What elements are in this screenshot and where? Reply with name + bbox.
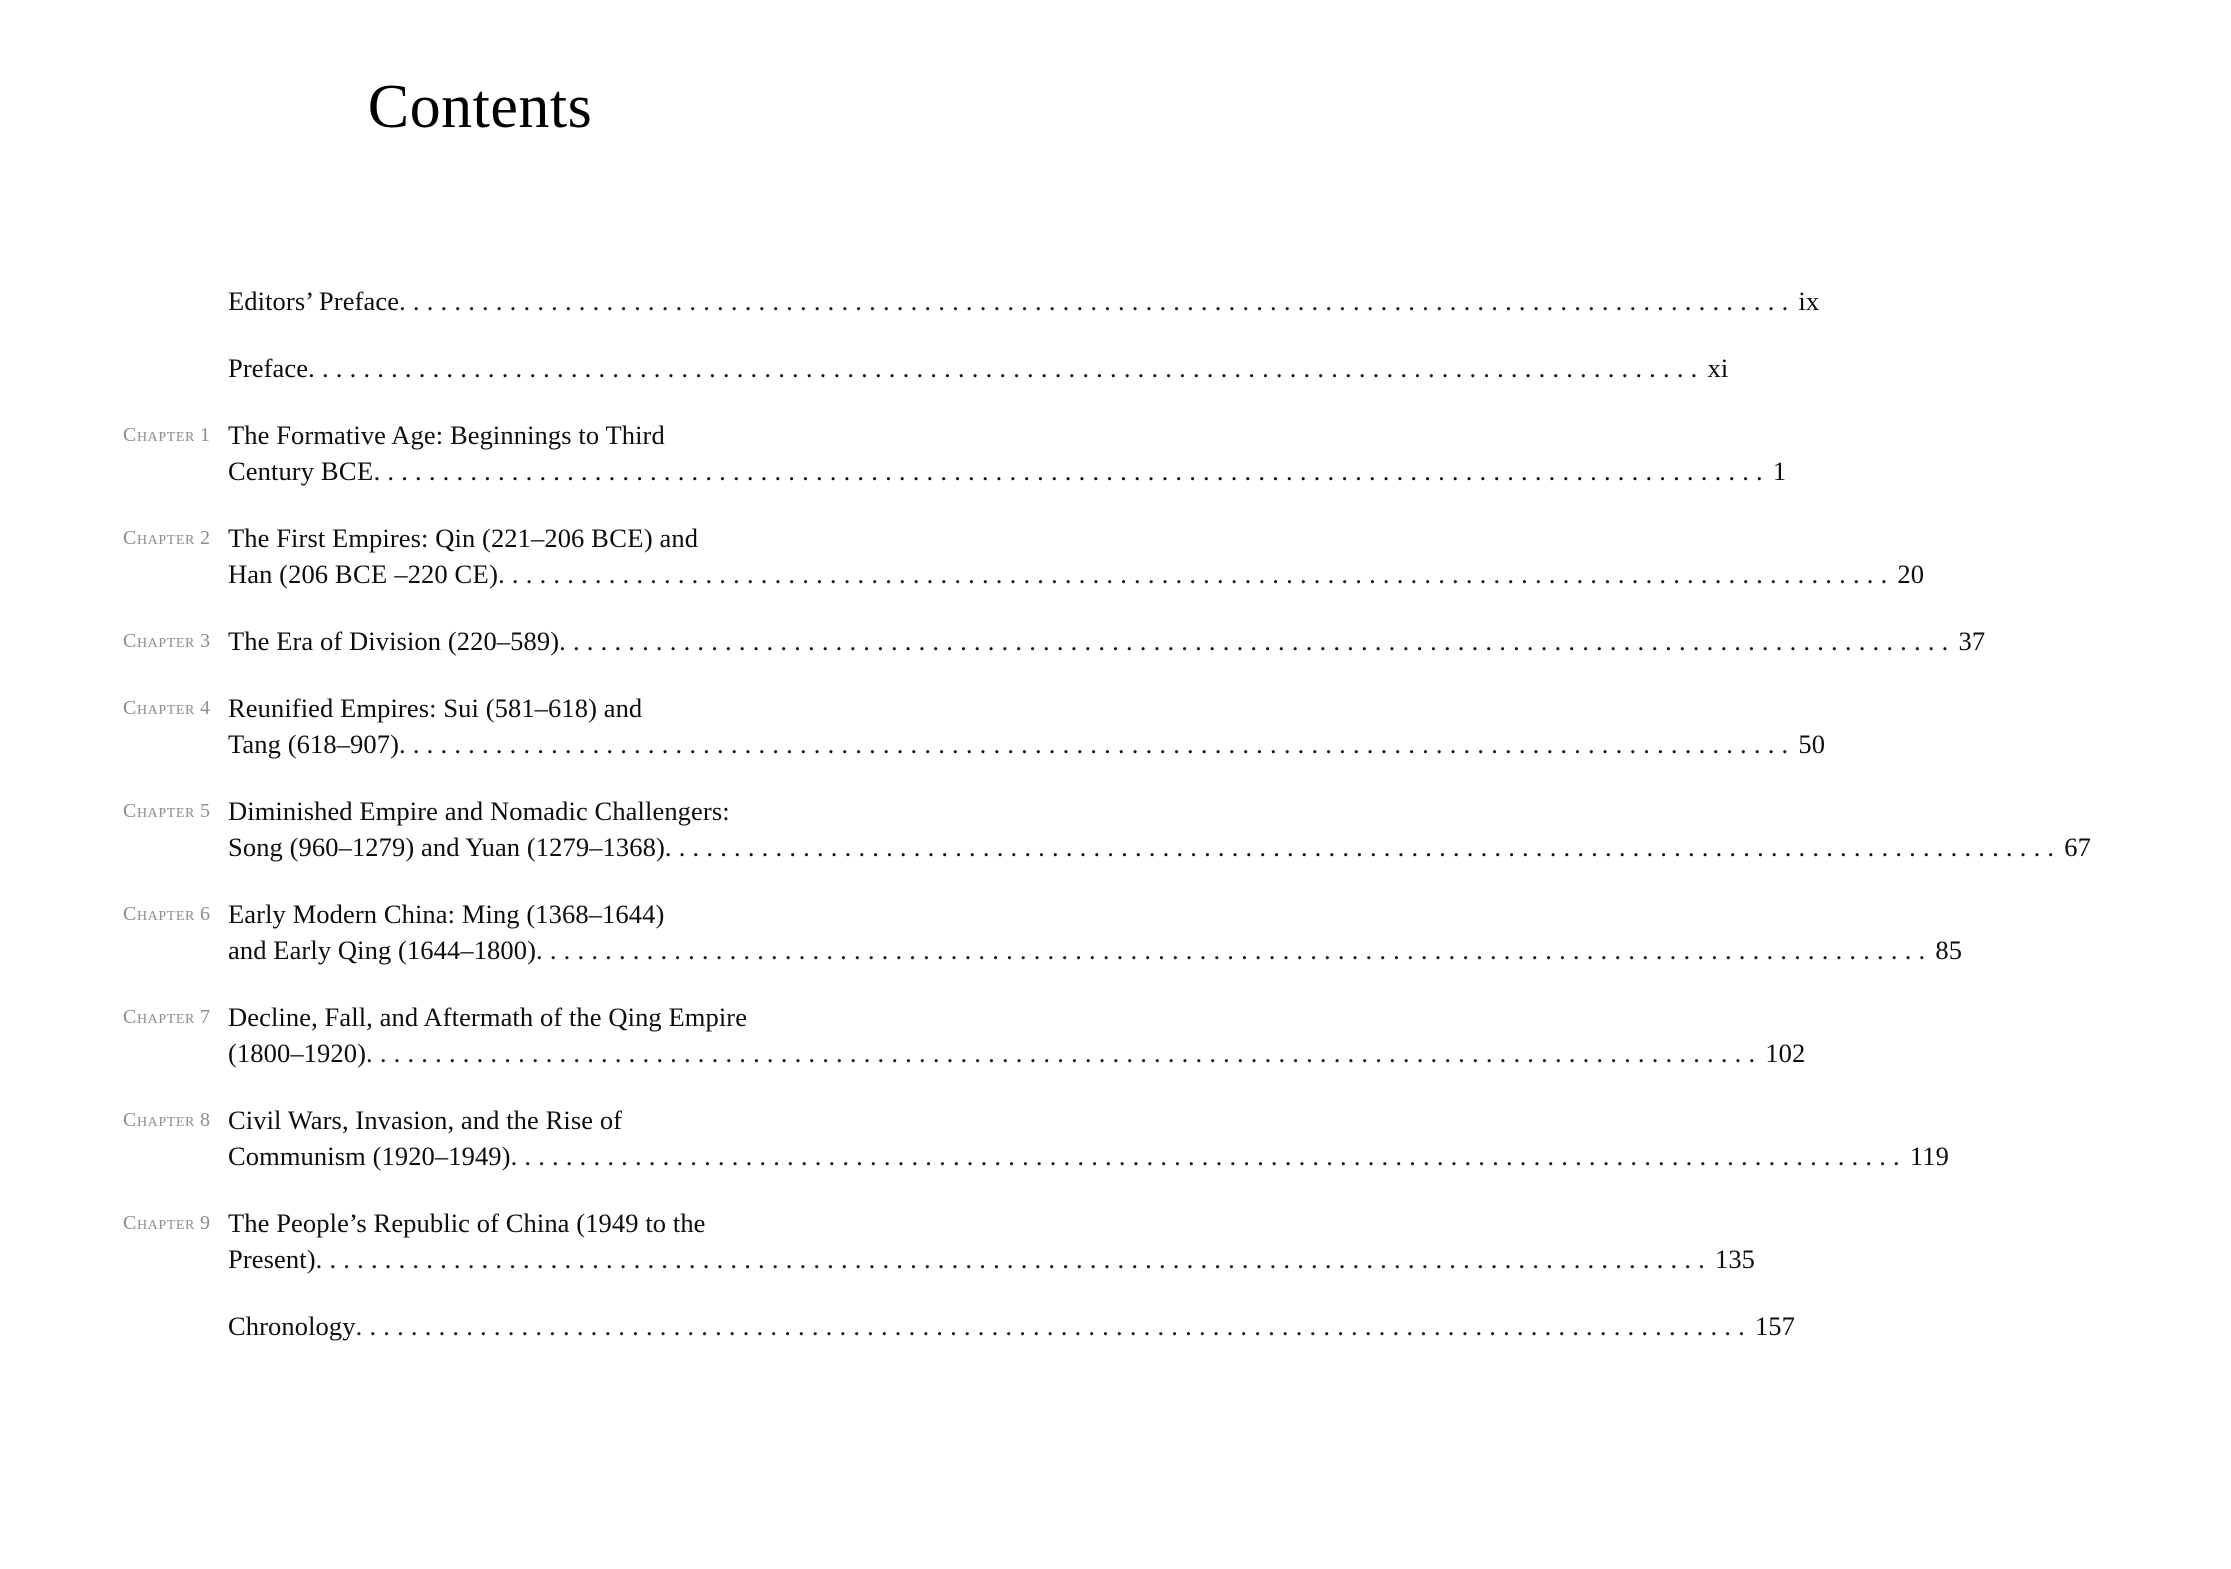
entry-body: [210, 999, 1945, 1071]
chapter-label-word: Chapter: [123, 903, 195, 925]
dot-leader: [665, 829, 2061, 865]
chapter-label: [0, 690, 210, 726]
chapter-number: 3: [200, 630, 210, 652]
chapter-number: 4: [200, 697, 210, 719]
entry-title-line-2: (1800–1920): [228, 1038, 366, 1068]
entry-title-line-1: Civil Wars, Invasion, and the Rise of: [228, 1105, 623, 1135]
toc-entry-chapter-8[interactable]: [0, 1102, 1949, 1174]
entry-text: [228, 417, 1786, 489]
entry-text: [228, 690, 1825, 762]
entry-title-text: The Era of Division (220–589): [228, 626, 560, 656]
chapter-number: 5: [200, 800, 210, 822]
entry-leader-line: [228, 1035, 1805, 1071]
entry-title-line-1: Reunified Empires: Sui (581–618) and: [228, 693, 643, 723]
dot-leader: [399, 726, 1795, 762]
entry-body: [210, 1205, 1895, 1277]
chapter-label-word: Chapter: [123, 527, 195, 549]
entry-text: [228, 1102, 1949, 1174]
toc-entry-chapter-2[interactable]: [0, 520, 1925, 592]
page-number: ix: [1798, 286, 1820, 316]
entry-body: [210, 1308, 1935, 1344]
entry-title-text: Century: [228, 456, 321, 486]
chapter-number: 6: [200, 903, 210, 925]
entry-title-text: Preface: [228, 353, 309, 383]
entry-title-line-2: and Early Qing (1644–1800): [228, 935, 537, 965]
chapter-label: [0, 999, 210, 1035]
chapter-label-word: Chapter: [123, 1109, 195, 1131]
dot-leader: [536, 932, 1932, 968]
entry-title-text: Editors’ Preface: [228, 286, 400, 316]
entry-title-line-1: [228, 520, 1924, 556]
entry-title-text: Chronology: [228, 1311, 356, 1341]
toc-entry-chapter-6[interactable]: [0, 896, 1963, 968]
entry-leader-line: [228, 556, 1924, 592]
page-number: 157: [1754, 1311, 1796, 1341]
entry-title-line-2: [228, 453, 374, 489]
chapter-label-word: Chapter: [123, 1212, 195, 1234]
entry-title-text: Han (206: [228, 559, 335, 589]
entry-text: [228, 1308, 1795, 1344]
entry-text: [228, 999, 1805, 1071]
entry-title-line-2: Song (960–1279) and Yuan (1279–1368): [228, 832, 665, 862]
chapter-label-word: Chapter: [123, 630, 195, 652]
entry-body: [210, 417, 1926, 489]
chapter-label-word: Chapter: [123, 424, 195, 446]
era-abbreviation: BCE: [591, 523, 644, 553]
page-number: 135: [1714, 1244, 1756, 1274]
dot-leader: [559, 623, 1955, 659]
toc-entry[interactable]: [0, 283, 1820, 319]
entry-title-line-2: Communism (1920–1949): [228, 1141, 511, 1171]
entry-title-text-mid: –220: [387, 559, 455, 589]
entry-body: [210, 520, 2064, 592]
entry-leader-line: [228, 350, 1728, 386]
page-number: 20: [1897, 559, 1925, 589]
dot-leader: [511, 1138, 1907, 1174]
toc-entry-chapter-1[interactable]: [0, 417, 1787, 489]
page-number: 37: [1958, 626, 1986, 656]
era-abbreviation: BCE: [320, 456, 374, 486]
page-number: xi: [1707, 353, 1729, 383]
entry-title-line-1: The Formative Age: Beginnings to Third: [228, 420, 665, 450]
chapter-label: [0, 896, 210, 932]
chapter-number: 8: [200, 1109, 210, 1131]
entry-text: [228, 350, 1728, 386]
entry-leader-line: [228, 623, 1985, 659]
entry-body: [210, 283, 1959, 319]
chapter-label: [0, 1102, 210, 1138]
entry-text: [228, 623, 1985, 659]
dot-leader: [399, 283, 1795, 319]
entry-leader-line: [228, 829, 2091, 865]
entry-title-text-tail: ): [489, 559, 499, 589]
entry-body: [210, 1102, 2089, 1174]
chapter-label: [0, 1205, 210, 1241]
chapter-number: 2: [200, 527, 210, 549]
dot-leader: [366, 1035, 1762, 1071]
dot-leader: [308, 350, 1704, 386]
page-number: 50: [1798, 729, 1826, 759]
entry-leader-line: [228, 1241, 1755, 1277]
entry-leader-line: [228, 283, 1819, 319]
entry-title-line-2: [228, 556, 498, 592]
toc-entry-chapter-9[interactable]: [0, 1205, 1756, 1277]
entry-leader-line: [228, 453, 1786, 489]
entry-body: [210, 690, 1965, 762]
entry-body: [210, 896, 2102, 968]
chapter-label: [0, 417, 210, 453]
toc-entry-chronology[interactable]: [0, 1308, 1796, 1344]
chapter-label: [0, 623, 210, 659]
entry-title-text-tail: ) and: [643, 523, 699, 553]
toc-entry-list: [0, 283, 2091, 1375]
chapter-label-word: Chapter: [123, 800, 195, 822]
entry-leader-line: [228, 1138, 1949, 1174]
page-number: 67: [2064, 832, 2091, 862]
entry-text: [228, 283, 1819, 319]
entry-body: [210, 623, 2125, 659]
entry-title-line-1: The People’s Republic of China (1949 to the: [228, 1208, 706, 1238]
page-number: 85: [1935, 935, 1963, 965]
entry-body: [210, 350, 1868, 386]
toc-entry-chapter-5[interactable]: [0, 793, 2091, 865]
era-abbreviation-2: CE: [454, 559, 490, 589]
toc-entry-chapter-3[interactable]: [0, 623, 1986, 659]
page-number: 102: [1765, 1038, 1806, 1068]
entry-leader-line: [228, 1308, 1795, 1344]
dot-leader: [316, 1241, 1712, 1277]
dot-leader: [498, 556, 1894, 592]
entry-title-line-1: Early Modern China: Ming (1368–1644): [228, 899, 665, 929]
entry-leader-line: [228, 726, 1825, 762]
entry-title-line-1: Diminished Empire and Nomadic Challengers:: [228, 796, 730, 826]
entry-text: [228, 1205, 1755, 1277]
entry-text: [228, 896, 1962, 968]
toc-entry-chapter-4[interactable]: [0, 690, 1826, 762]
entry-text: [228, 520, 1924, 592]
chapter-label: [0, 793, 210, 829]
toc-entry-chapter-7[interactable]: [0, 999, 1806, 1071]
entry-title-text: The First Empires: Qin (221–206: [228, 523, 592, 553]
entry-body: [210, 793, 2231, 865]
page-number: 119: [1909, 1141, 1949, 1171]
entry-title-line-2: Tang (618–907): [228, 729, 400, 759]
toc-entry[interactable]: [0, 350, 1729, 386]
chapter-number: 1: [200, 424, 210, 446]
chapter-label: [0, 520, 210, 556]
chapter-number: 9: [200, 1212, 210, 1234]
era-abbreviation: BCE: [334, 559, 388, 589]
dot-leader: [374, 453, 1770, 489]
entry-title-line-1: Decline, Fall, and Aftermath of the Qing Empire: [228, 1002, 748, 1032]
page-title: Contents: [367, 73, 593, 141]
page-number: 1: [1772, 456, 1787, 486]
entry-text: [228, 793, 2091, 865]
entry-leader-line: [228, 932, 1962, 968]
dot-leader: [356, 1308, 1752, 1344]
chapter-number: 7: [200, 1006, 210, 1028]
entry-title-line-2: Present): [228, 1244, 316, 1274]
chapter-label-word: Chapter: [123, 697, 195, 719]
chapter-label-word: Chapter: [123, 1006, 195, 1028]
